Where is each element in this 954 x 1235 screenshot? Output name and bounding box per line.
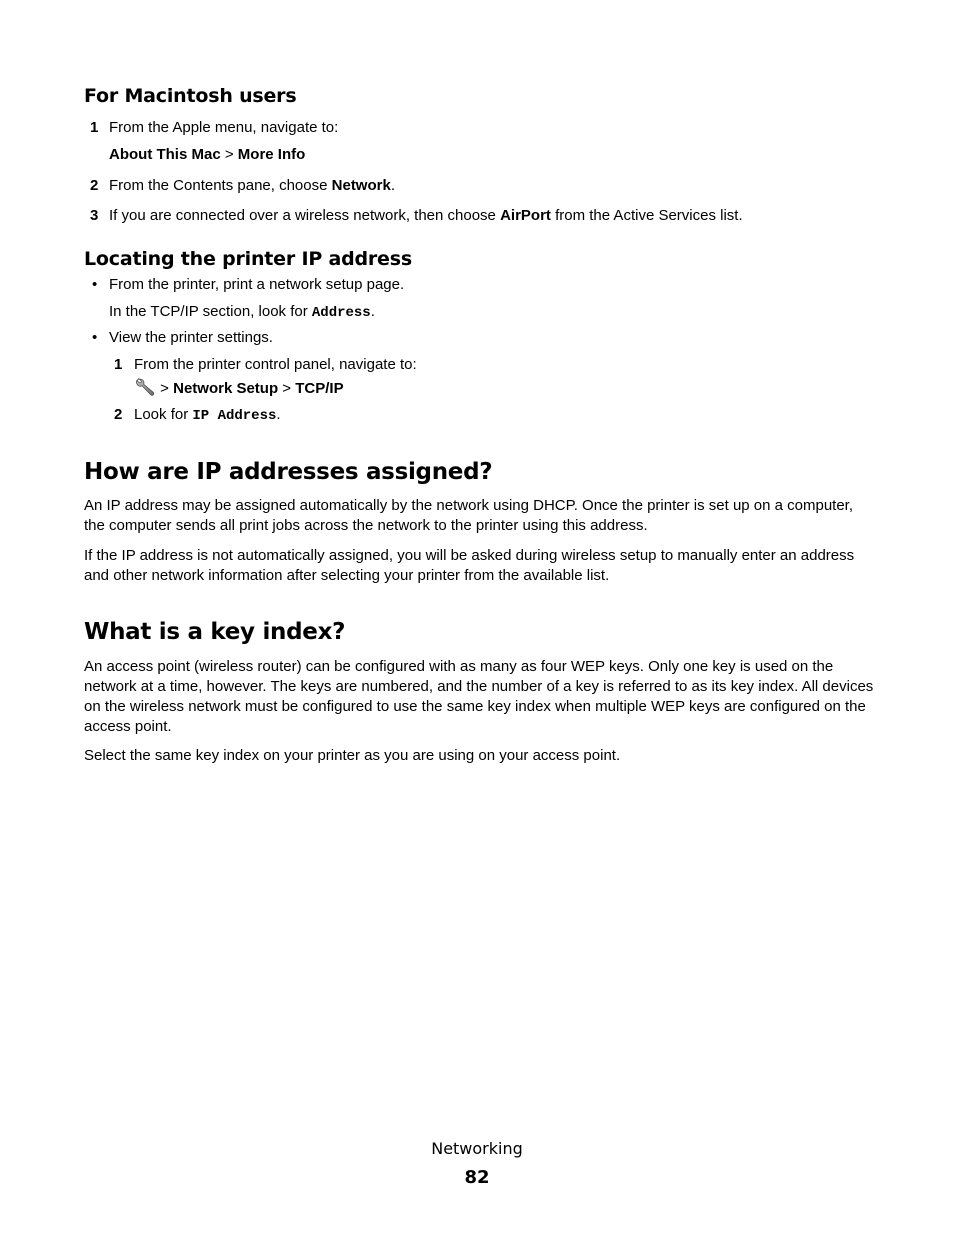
step-number: 3 <box>90 207 99 224</box>
step-text-part: Look for <box>134 406 193 423</box>
menu-path-item: More Info <box>237 146 306 163</box>
step-text: From the printer control panel, navigate to: <box>134 356 417 373</box>
step-text: From the Apple menu, navigate to: <box>109 119 339 136</box>
menu-path-item: About This Mac <box>109 146 221 163</box>
menu-path <box>134 378 344 399</box>
menu-path-item: Network Setup <box>173 380 279 397</box>
menu-path-item: TCP/IP <box>295 380 344 397</box>
step-number: 2 <box>90 177 99 194</box>
wrench-icon <box>134 378 156 396</box>
subtext-part: . <box>370 303 375 320</box>
bullet-symbol: • <box>92 276 98 293</box>
bullet-text: From the printer, print a network setup page. <box>109 276 405 293</box>
step-text <box>109 176 395 196</box>
menu-path <box>109 145 305 165</box>
ui-term: AirPort <box>500 207 551 224</box>
ui-term: Network <box>331 177 391 194</box>
step-text-part: If you are connected over a wireless network, then choose <box>109 207 501 224</box>
code-term: Address <box>311 305 371 321</box>
step-text-part: . <box>276 406 281 423</box>
step-number: 1 <box>90 119 99 136</box>
path-separator: > <box>220 146 238 163</box>
bullet-subtext <box>109 302 375 323</box>
paragraph: If the IP address is not automatically assigned, you will be asked during wireless setup to manually enter an address and other network information after selecting your printer from the available list. <box>84 547 855 584</box>
step-number: 2 <box>114 406 123 423</box>
paragraph: Select the same key index on your printer as you are using on your access point. <box>84 747 621 764</box>
path-separator: > <box>156 380 174 397</box>
heading-macintosh-users: For Macintosh users <box>84 85 297 107</box>
step-text-part: from the Active Services list. <box>550 207 743 224</box>
step-text-part: From the Contents pane, choose <box>109 177 332 194</box>
heading-locating-ip: Locating the printer IP address <box>84 248 412 270</box>
heading-ip-assigned: How are IP addresses assigned? <box>84 459 493 485</box>
step-text <box>109 206 743 226</box>
step-text-part: . <box>390 177 395 194</box>
step-number: 1 <box>114 356 123 373</box>
path-separator: > <box>278 380 296 397</box>
heading-key-index: What is a key index? <box>84 619 346 645</box>
subtext-part: In the TCP/IP section, look for <box>109 303 312 320</box>
page-number: 82 <box>464 1167 490 1188</box>
bullet-symbol: • <box>92 329 98 346</box>
footer-chapter: Networking <box>431 1139 523 1158</box>
code-term: IP Address <box>192 408 277 424</box>
step-text <box>134 405 281 426</box>
bullet-text: View the printer settings. <box>109 329 273 346</box>
paragraph: An access point (wireless router) can be configured with as many as four WEP keys. Only one key is used on the network at a time, however. The keys are numbered, and the number of a key is referred to as its key index. All devices on the wireless network must be configured to use the same key index when multiple WEP keys are configured on the access point. <box>84 658 874 735</box>
paragraph: An IP address may be assigned automatically by the network using DHCP. Once the printer is set up on a computer, the computer sends all print jobs across the network to the printer using this address. <box>84 497 854 534</box>
